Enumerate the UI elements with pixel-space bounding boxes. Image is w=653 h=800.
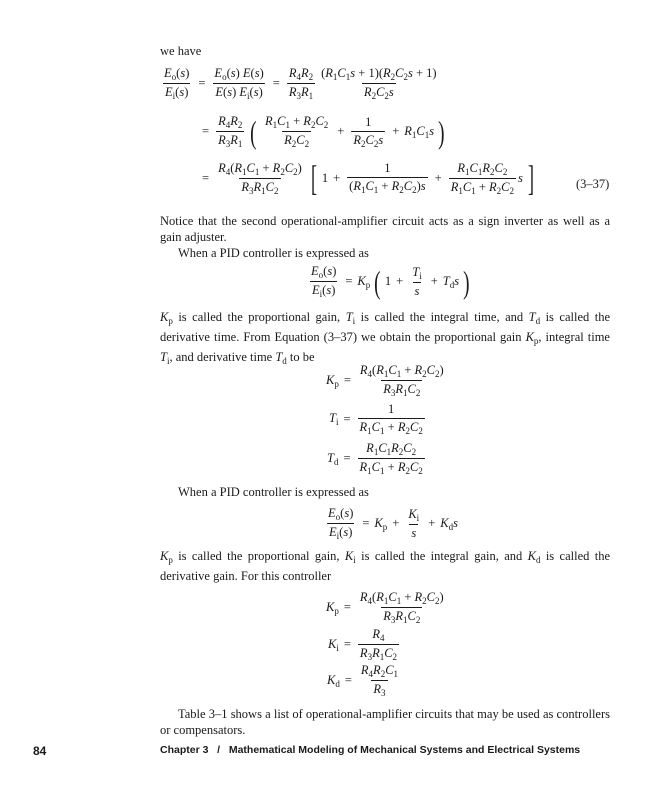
page-number: 84 [33, 744, 47, 758]
chapter-footer: Chapter 3 / Mathematical Modeling of Mechanical Systems and Electrical Systems [160, 744, 581, 756]
equation-ti: $T_i$ = $\frac{1}{R_1C_1 + R_2C_2}$ [329, 402, 423, 436]
equation-kd: $K_d$ = $\frac{R_4R_2C_1}{R_3}$ [327, 663, 399, 698]
equation-td: $T_d$ = $\frac{R_1C_1R_2C_2}{R_1C_1 + R_2C_2}$ [327, 441, 423, 476]
equation-expanded: = $\frac{R_4R_2}{R_3R_1}$ ( $\frac{R_1C_1 + R_2C_2}{R_2C_2}$ + $\frac{1}{R_2C_2s}$ + $R_1C_1s$ ) [202, 113, 445, 150]
paragraph-kp-gain: $K_p$ is called the proportional gain, $K_i$ is called the integral gain, and $K_d$ is called the derivative gain. For this controller [160, 549, 611, 583]
equation-pid-gain-form: $\frac{E_o(s)}{E_i(s)}$ = $K_p$ + $\frac{K_i}{s}$ + $K_ds$ [328, 506, 458, 541]
paragraph-table-3-1: Table 3–1 shows a list of operational-amplifier circuits that may be used as controllers or compensators. [160, 707, 610, 737]
equation-kp-1: $K_p$ = $\frac{R_4(R_1C_1 + R_2C_2)}{R_3R_1C_2}$ [326, 363, 444, 398]
equation-kp-2: $K_p$ = $\frac{R_4(R_1C_1 + R_2C_2)}{R_3R_1C_2}$ [326, 590, 444, 625]
equation-number: (3–37) [576, 177, 610, 191]
equation-3-37: = $\frac{R_4(R_1C_1 + R_2C_2)}{R_3R_1C_2}$ [ 1 + $\frac{1}{(R_1C_1 + R_2C_2)s}$ + $\frac{R_1C_1R_2C_2}{R_1C_1 + R_2C_2}$ s ] [202, 158, 534, 198]
equation-transfer-function: $\frac{E_o(s)}{E_i(s)}$ = $\frac{E_o(s) E(s)}{E(s) E_i(s)}$ = $\frac{R_4R_2}{R_3R_1}$ $\frac{(R_1C_1s + 1)(R_2C_2s + 1)}{R_2C_2s}$ [164, 66, 437, 101]
equation-ki: $K_i$ = $\frac{R_4}{R_3R_1C_2}$ [328, 627, 398, 662]
equation-pid-time-form: $\frac{E_o(s)}{E_i(s)}$ = $K_p$ ( 1 + $\frac{T_i}{s}$ + $T_ds$ ) [311, 263, 470, 300]
paragraph-notice: Notice that the second operational-amplifier circuit acts as a sign inverter as well as a gain adjuster. [160, 214, 610, 244]
paragraph-when-pid-2: When a PID controller is expressed as [178, 485, 369, 499]
paragraph-when-pid-1: When a PID controller is expressed as [178, 246, 369, 260]
paragraph-kp-time: $K_p$ is called the proportional gain, $T_i$ is called the integral time, and $T_d$ is called the derivative time. From Equation (3–37) we obtain the proportional gain $K_p$, integral time $T_i$, and derivative time $T_d$ to be [160, 310, 611, 366]
we-have-text: we have [160, 44, 202, 58]
